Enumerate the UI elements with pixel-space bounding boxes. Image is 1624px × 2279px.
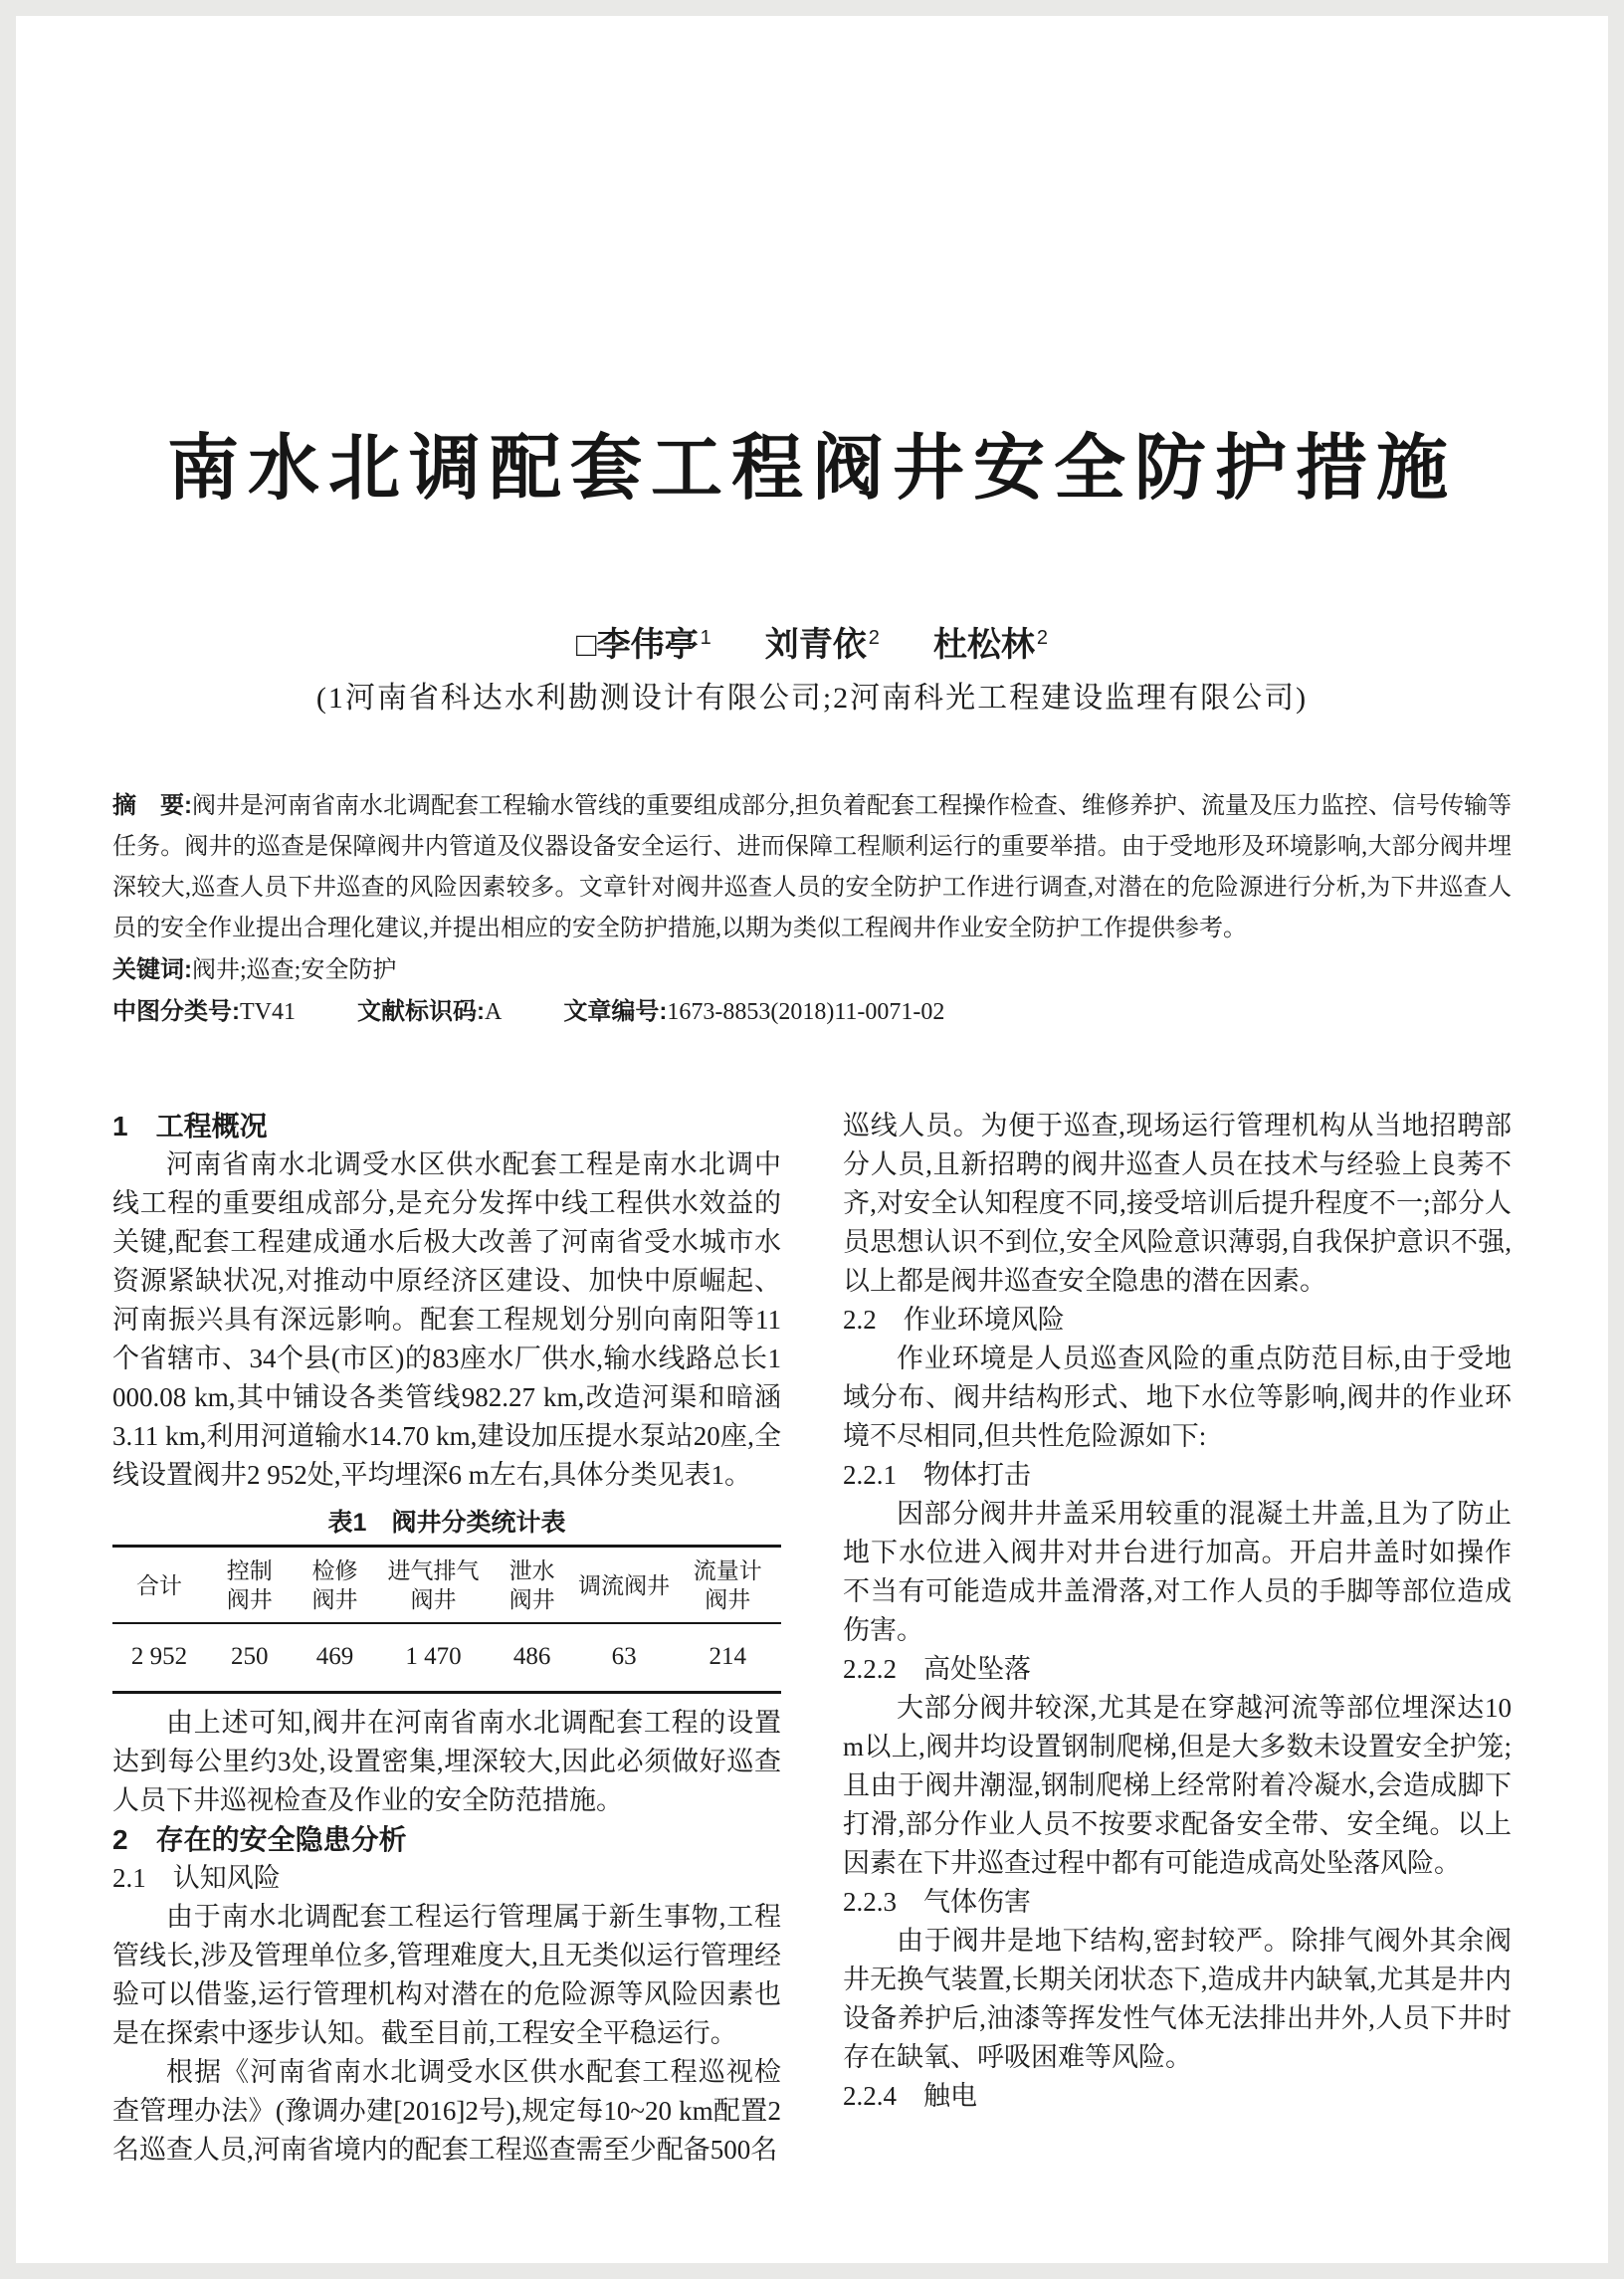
- author-affiliation-mark: 2: [1036, 626, 1048, 649]
- affiliation-line: (1河南省科达水利勘测设计有限公司;2河南科光工程建设监理有限公司): [315, 682, 1309, 715]
- table-data-cell: 250: [231, 1643, 269, 1670]
- table-data-cell: 63: [611, 1643, 637, 1670]
- table-header-line: 控制: [226, 1558, 273, 1583]
- table-header-line: 泄水: [508, 1558, 555, 1583]
- table-data-cell: 486: [512, 1643, 551, 1670]
- article-title: 南水北调配套工程阀井安全防护措施: [166, 429, 1457, 509]
- keywords-label: 关键词:: [112, 956, 192, 983]
- table-header-line: 阀井: [311, 1587, 358, 1612]
- section-2-2-3-heading: 2.2.3 气体伤害: [843, 1887, 1031, 1917]
- meta-item: [357, 999, 502, 1025]
- table-header-line: 流量计: [693, 1558, 762, 1583]
- table-header-line: 阀井: [226, 1587, 273, 1612]
- meta-value: TV41: [240, 999, 296, 1025]
- keywords: [112, 949, 1512, 991]
- table-data-cell: 469: [315, 1643, 354, 1670]
- right-column: [843, 1107, 1512, 2170]
- table-caption: 表1 阀井分类统计表: [327, 1509, 566, 1537]
- table-data-row: [112, 1623, 781, 1693]
- section-2-2-2-heading: 2.2.2 高处坠落: [843, 1654, 1031, 1684]
- table-header-cell: [491, 1547, 574, 1624]
- table: [112, 1545, 781, 1694]
- section-2-2-1-heading: 2.2.1 物体打击: [843, 1460, 1031, 1490]
- author-affiliation-mark: 2: [868, 626, 880, 649]
- left-column: [112, 1107, 781, 2170]
- section-2-heading: 2 存在的安全隐患分析: [112, 1824, 407, 1855]
- abstract-text: 阀井是河南省南水北调配套工程输水管线的重要组成部分,担负着配套工程操作检查、维修养护、流量及压力监控、信号传输等任务。阀井的巡查是保障阀井内管道及仪器设备安全运行、进而保障工程顺利运行的重要举措。由于受地形及环境影响,大部分阀井埋深较大,巡查人员下井巡查的风险因素较多。文章针对阀井巡查人员的安全防护工作进行调查,对潜在的危险源进行分析,为下井巡查人员的安全作业提出合理化建议,并提出相应的安全防护措施,以期为类似工程阀井作业安全防护工作提供参考。: [112, 793, 1512, 941]
- table-header-line: 进气排气: [387, 1558, 480, 1583]
- paragraph: 由于阀井是地下结构,密封较严。除排气阀外其余阀井无换气装置,长期关闭状态下,造成井内缺氧,尤其是井内设备养护后,油漆等挥发性气体无法排出井外,人员下井时存在缺氧、呼吸困难等风险。: [843, 1926, 1512, 2072]
- abstract-label: 摘 要:: [112, 792, 192, 819]
- paragraph: 因部分阀井井盖采用较重的混凝土井盖,且为了防止地下水位进入阀井对井台进行加高。开启井盖时如操作不当有可能造成井盖滑落,对工作人员的手脚等部位造成伤害。: [843, 1499, 1512, 1645]
- front-matter: [112, 785, 1512, 1033]
- table-header-cell: [293, 1547, 376, 1624]
- table-data-cell: 214: [709, 1643, 746, 1670]
- abstract: [112, 785, 1512, 949]
- meta-label: 文献标识码:: [357, 998, 485, 1025]
- table-header-line: 调流阀井: [578, 1572, 671, 1598]
- paragraph-continued: 巡线人员。为便于巡查,现场运行管理机构从当地招聘部分人员,且新招聘的阀井巡查人员在技术与经验上良莠不齐,对安全认知程度不同,接受培训后提升程度不一;部分人员思想认识不到位,安全风险意识薄弱,自我保护意识不强,以上都是阀井巡查安全隐患的潜在因素。: [843, 1111, 1512, 1296]
- section-2-1-heading: 2.1 认知风险: [112, 1863, 281, 1893]
- table-data-cell: 1 470: [405, 1643, 462, 1670]
- paragraph: 河南省南水北调受水区供水配套工程是南水北调中线工程的重要组成部分,是充分发挥中线工程供水效益的关键,配套工程建成通水后极大改善了河南省受水城市水资源紧缺状况,对推动中原经济区建设、加快中原崛起、河南振兴具有深远影响。配套工程规划分别向南阳等11个省辖市、34个县(市区)的83座水厂供水,输水线路总长1 000.08 km,其中铺设各类管线982.27 km,改造河渠和暗涵3.11 km,利用河道输水14.70 km,建设加压提水泵站20座,全线设置阀井2 952处,平均埋深6 m左右,具体分类见表1。: [112, 1149, 781, 1490]
- table-header-row: [112, 1547, 781, 1624]
- meta-value: 1673-8853(2018)11-0071-02: [667, 999, 945, 1025]
- authors-line: [0, 617, 1624, 666]
- author-affiliation-mark: 1: [700, 626, 711, 649]
- body-columns: [112, 1107, 1512, 2170]
- meta-line: [112, 991, 1512, 1033]
- table-header-cell: [574, 1547, 675, 1624]
- paragraph: 由上述可知,阀井在河南省南水北调配套工程的设置达到每公里约3处,设置密集,埋深较大,因此必须做好巡查人员下井巡视检查及作业的安全防范措施。: [112, 1708, 781, 1815]
- section-1-heading: 1 工程概况: [112, 1111, 268, 1141]
- paragraph: 大部分阀井较深,尤其是在穿越河流等部位埋深达10 m以上,阀井均设置钢制爬梯,但是大多数未设置安全护笼;且由于阀井潮湿,钢制爬梯上经常附着冷凝水,会造成脚下打滑,部分作业人员不按要求配备安全带、安全绳。以上因素在下井巡查过程中都有可能造成高处坠落风险。: [843, 1693, 1512, 1878]
- table-header-line: 检修: [311, 1558, 358, 1583]
- paragraph: 由于南水北调配套工程运行管理属于新生事物,工程管线长,涉及管理单位多,管理难度大,且无类似运行管理经验可以借鉴,运行管理机构对潜在的危险源等风险因素也是在探索中逐步认知。截至目前,工程安全平稳运行。: [112, 1902, 781, 2048]
- table-header-cell: [206, 1547, 293, 1624]
- author-name: 刘青依 $^2$: [764, 626, 880, 664]
- section-2-2-4-heading: 2.2.4 触电: [843, 2081, 977, 2111]
- paragraph: 根据《河南省南水北调受水区供水配套工程巡视检查管理办法》(豫调办建[2016]2号),规定每10~20 km配置2名巡查人员,河南省境内的配套工程巡查需至少配备500名: [112, 2057, 781, 2165]
- meta-item: [112, 999, 296, 1025]
- paragraph: 作业环境是人员巡查风险的重点防范目标,由于受地域分布、阀井结构形式、地下水位等影响,阀井的作业环境不尽相同,但共性危险源如下:: [843, 1344, 1512, 1451]
- keywords-text: 阀井;巡查;安全防护: [192, 957, 397, 983]
- author-name: 杜松林 $^2$: [932, 626, 1048, 664]
- table-header-line: 合计: [136, 1572, 183, 1598]
- author-name: □李伟亭 $^1$: [576, 626, 711, 664]
- table-data-cell: 2 952: [130, 1643, 188, 1670]
- section-2-2-heading: 2.2 作业环境风险: [843, 1305, 1065, 1335]
- table-header-line: 阀井: [705, 1587, 751, 1612]
- table-header-line: 阀井: [508, 1587, 555, 1612]
- meta-label: 中图分类号:: [112, 998, 240, 1025]
- table-header-cell: [674, 1547, 781, 1624]
- valve-well-classification-table: [112, 1501, 781, 1694]
- table-header-cell: [112, 1547, 206, 1624]
- table-header-cell: [376, 1547, 490, 1624]
- meta-label: 文章编号:: [563, 998, 668, 1025]
- meta-value: A: [485, 999, 503, 1025]
- meta-item: [563, 999, 944, 1025]
- table-header-line: 阀井: [410, 1587, 457, 1612]
